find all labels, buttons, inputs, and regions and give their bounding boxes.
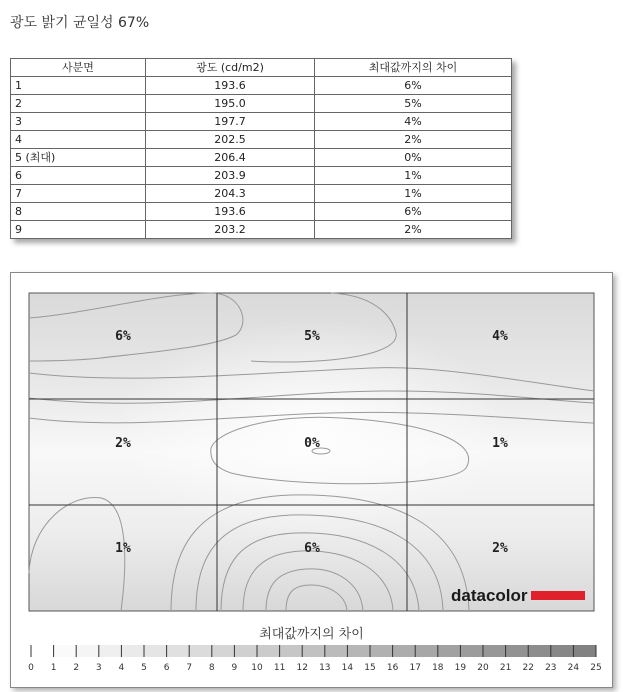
scale-segment xyxy=(144,645,167,657)
scale-label: 11 xyxy=(273,663,286,673)
map-cell-label: 1% xyxy=(115,541,131,556)
quadrant-cell: 5 (최대) xyxy=(11,149,146,167)
quadrant-cell: 1 xyxy=(11,77,146,95)
scale-segment xyxy=(370,645,393,657)
scale-segment xyxy=(347,645,370,657)
table-row xyxy=(11,203,512,221)
datacolor-logo: datacolor xyxy=(451,586,528,605)
map-cell-label: 5% xyxy=(304,329,320,344)
scale-label: 1 xyxy=(50,663,57,673)
luminance-cell: 193.6 xyxy=(146,203,315,221)
scale-label: 22 xyxy=(522,663,534,673)
scale-label: 14 xyxy=(341,663,354,673)
scale-label: 20 xyxy=(477,663,489,673)
scale-segment xyxy=(551,645,574,657)
scale-label: 16 xyxy=(386,663,399,673)
luminance-table xyxy=(10,58,512,239)
scale-label: 4 xyxy=(118,663,125,673)
scale-label: 3 xyxy=(95,663,102,673)
scale-label: 17 xyxy=(409,663,421,673)
luminance-cell: 193.6 xyxy=(146,77,315,95)
quadrant-cell: 7 xyxy=(11,185,146,203)
luminance-cell: 203.9 xyxy=(146,167,315,185)
page-title: 광도 밝기 균일성 67% xyxy=(10,15,150,31)
luminance-cell: 195.0 xyxy=(146,95,315,113)
scale-label: 13 xyxy=(319,663,331,673)
scale-segment xyxy=(483,645,506,657)
scale-label: 5 xyxy=(141,663,147,673)
column-header-difference: 최대값까지의 차이 xyxy=(315,59,512,77)
map-cell-label: 1% xyxy=(492,436,508,451)
difference-cell: 5% xyxy=(315,95,512,113)
table-row xyxy=(11,131,512,149)
scale-segment xyxy=(121,645,144,657)
map-cell-label: 6% xyxy=(115,329,131,344)
scale-segment xyxy=(393,645,416,657)
scale-segment xyxy=(438,645,461,657)
scale-segment xyxy=(54,645,77,657)
scale-segment xyxy=(234,645,257,657)
scale-label: 18 xyxy=(432,663,444,673)
uniformity-map-panel xyxy=(10,272,613,688)
scale-label: 2 xyxy=(73,663,80,673)
map-cell-label: 4% xyxy=(492,329,508,344)
scale-segment xyxy=(257,645,280,657)
luminance-cell: 206.4 xyxy=(146,149,315,167)
table-header-row xyxy=(11,59,512,77)
scale-segment xyxy=(415,645,438,657)
table-row xyxy=(11,95,512,113)
difference-cell: 1% xyxy=(315,167,512,185)
legend-title: 최대값까지의 차이 xyxy=(259,627,364,642)
scale-label: 24 xyxy=(567,663,580,673)
map-cell-label: 6% xyxy=(304,541,320,556)
quadrant-cell: 8 xyxy=(11,203,146,221)
difference-cell: 6% xyxy=(315,77,512,95)
scale-label: 7 xyxy=(186,663,193,673)
scale-segment xyxy=(506,645,529,657)
quadrant-cell: 3 xyxy=(11,113,146,131)
difference-cell: 2% xyxy=(315,221,512,239)
table-row xyxy=(11,221,512,239)
luminance-cell: 203.2 xyxy=(146,221,315,239)
scale-label: 25 xyxy=(590,663,602,673)
scale-label: 12 xyxy=(296,663,308,673)
quadrant-cell: 9 xyxy=(11,221,146,239)
scale-segment xyxy=(325,645,348,657)
scale-segment xyxy=(31,645,54,657)
table-row xyxy=(11,167,512,185)
scale-label: 23 xyxy=(545,663,557,673)
luminance-cell: 202.5 xyxy=(146,131,315,149)
map-cell-label: 2% xyxy=(492,541,508,556)
scale-label: 10 xyxy=(251,663,263,673)
scale-segment xyxy=(460,645,483,657)
scale-segment xyxy=(189,645,212,657)
datacolor-logo-bar xyxy=(531,591,585,600)
scale-label: 6 xyxy=(163,663,170,673)
scale-segment xyxy=(76,645,99,657)
table-row xyxy=(11,113,512,131)
table-row xyxy=(11,185,512,203)
luminance-cell: 197.7 xyxy=(146,113,315,131)
difference-cell: 6% xyxy=(315,203,512,221)
scale-segment xyxy=(302,645,325,657)
map-cell-label: 2% xyxy=(115,436,131,451)
scale-segment xyxy=(99,645,122,657)
quadrant-cell: 2 xyxy=(11,95,146,113)
scale-segment xyxy=(280,645,303,657)
scale-segment xyxy=(573,645,596,657)
quadrant-cell: 6 xyxy=(11,167,146,185)
column-header-quadrant: 사분면 xyxy=(11,59,146,77)
scale-segment xyxy=(212,645,235,657)
scale-label: 0 xyxy=(28,663,34,673)
map-cell-label: 0% xyxy=(304,436,320,451)
difference-cell: 4% xyxy=(315,113,512,131)
table-row xyxy=(11,149,512,167)
column-header-luminance: 광도 (cd/m2) xyxy=(146,59,315,77)
difference-cell: 2% xyxy=(315,131,512,149)
scale-segment xyxy=(528,645,551,657)
scale-label: 15 xyxy=(364,663,376,673)
quadrant-cell: 4 xyxy=(11,131,146,149)
table-row xyxy=(11,77,512,95)
difference-scale xyxy=(28,645,602,673)
difference-cell: 0% xyxy=(315,149,512,167)
scale-segment xyxy=(167,645,190,657)
scale-label: 19 xyxy=(454,663,467,673)
scale-label: 9 xyxy=(231,663,238,673)
scale-label: 8 xyxy=(208,663,215,673)
luminance-cell: 204.3 xyxy=(146,185,315,203)
scale-label: 21 xyxy=(499,663,512,673)
difference-cell: 1% xyxy=(315,185,512,203)
